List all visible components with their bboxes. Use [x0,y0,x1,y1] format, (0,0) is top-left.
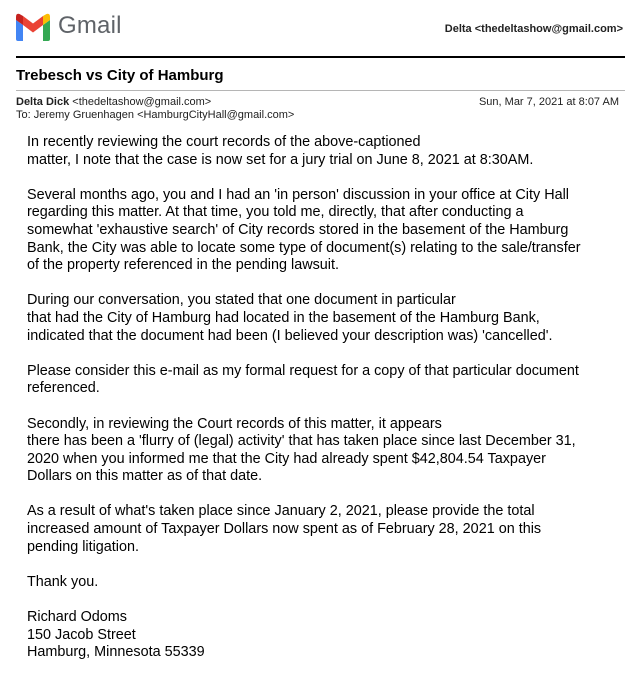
sender-line [16,96,211,108]
email-line: that had the City of Hamburg had located in the basement of the Hamburg Bank, [27,309,540,326]
email-paragraph [27,503,617,556]
email-line: referenced. [27,380,100,397]
email-line: During our conversation, you stated that one document in particular [27,292,456,309]
email-paragraph [27,292,617,345]
email-line: indicated that the document had been (I believed your description was) 'cancelled'. [27,327,553,344]
email-line: As a result of what's taken place since January 2, 2021, please provide the total [27,503,535,520]
email-line: Richard Odoms [27,609,127,626]
sender-name: Delta Dick [16,96,70,108]
email-line: Please consider this e-mail as my formal request for a copy of that particular document [27,362,579,379]
email-line: Thank you. [27,573,99,590]
email-paragraph [27,134,617,169]
email-line: Hamburg, Minnesota 55339 [27,644,205,661]
email-paragraph [27,363,617,398]
gmail-logo-icon [14,12,52,42]
sent-date: Sun, Mar 7, 2021 at 8:07 AM [478,96,619,108]
email-line: somewhat 'exhaustive search' of City records stored in the basement of the Hamburg [27,221,569,238]
email-body [27,134,617,679]
email-paragraph [27,416,617,486]
email-paragraph [27,609,617,662]
email-paragraph [27,574,617,592]
email-paragraph [27,187,617,275]
email-line: pending litigation. [27,538,140,555]
email-line: regarding this matter. At that time, you told me, directly, that after conducting a [27,204,524,221]
email-line: Secondly, in reviewing the Court records of this matter, it appears [27,415,442,432]
email-line: Dollars on this matter as of that date. [27,468,263,485]
email-line: 2020 when you informed me that the City had already spent $42,804.54 Taxpayer [27,450,546,467]
email-line: matter, I note that the case is now set for a jury trial on June 8, 2021 at 8:30AM. [27,151,534,168]
print-header [0,0,641,58]
recipient-line: To: Jeremy Gruenhagen <HamburgCityHall@gmail.com> [16,109,295,121]
email-line: Several months ago, you and I had an 'in person' discussion in your office at City Hall [27,186,569,203]
email-line: of the property referenced in the pending lawsuit. [27,257,339,274]
email-subject: Trebesch vs City of Hamburg [16,67,224,84]
email-line: 150 Jacob Street [27,626,136,643]
email-line: In recently reviewing the court records of the above-captioned [27,134,421,150]
header-divider [16,56,625,58]
email-line: increased amount of Taxpayer Dollars now spent as of February 28, 2021 on this [27,521,542,538]
account-label: Delta <thedeltashow@gmail.com> [444,23,623,35]
email-line: there has been a 'flurry of (legal) activity' that has taken place since last December 31, [27,433,576,450]
email-line: Bank, the City was able to locate some type of document(s) relating to the sale/transfer [27,239,581,256]
subject-divider [16,90,625,91]
gmail-wordmark: Gmail [58,12,122,39]
sender-address: <thedeltashow@gmail.com> [72,96,212,108]
